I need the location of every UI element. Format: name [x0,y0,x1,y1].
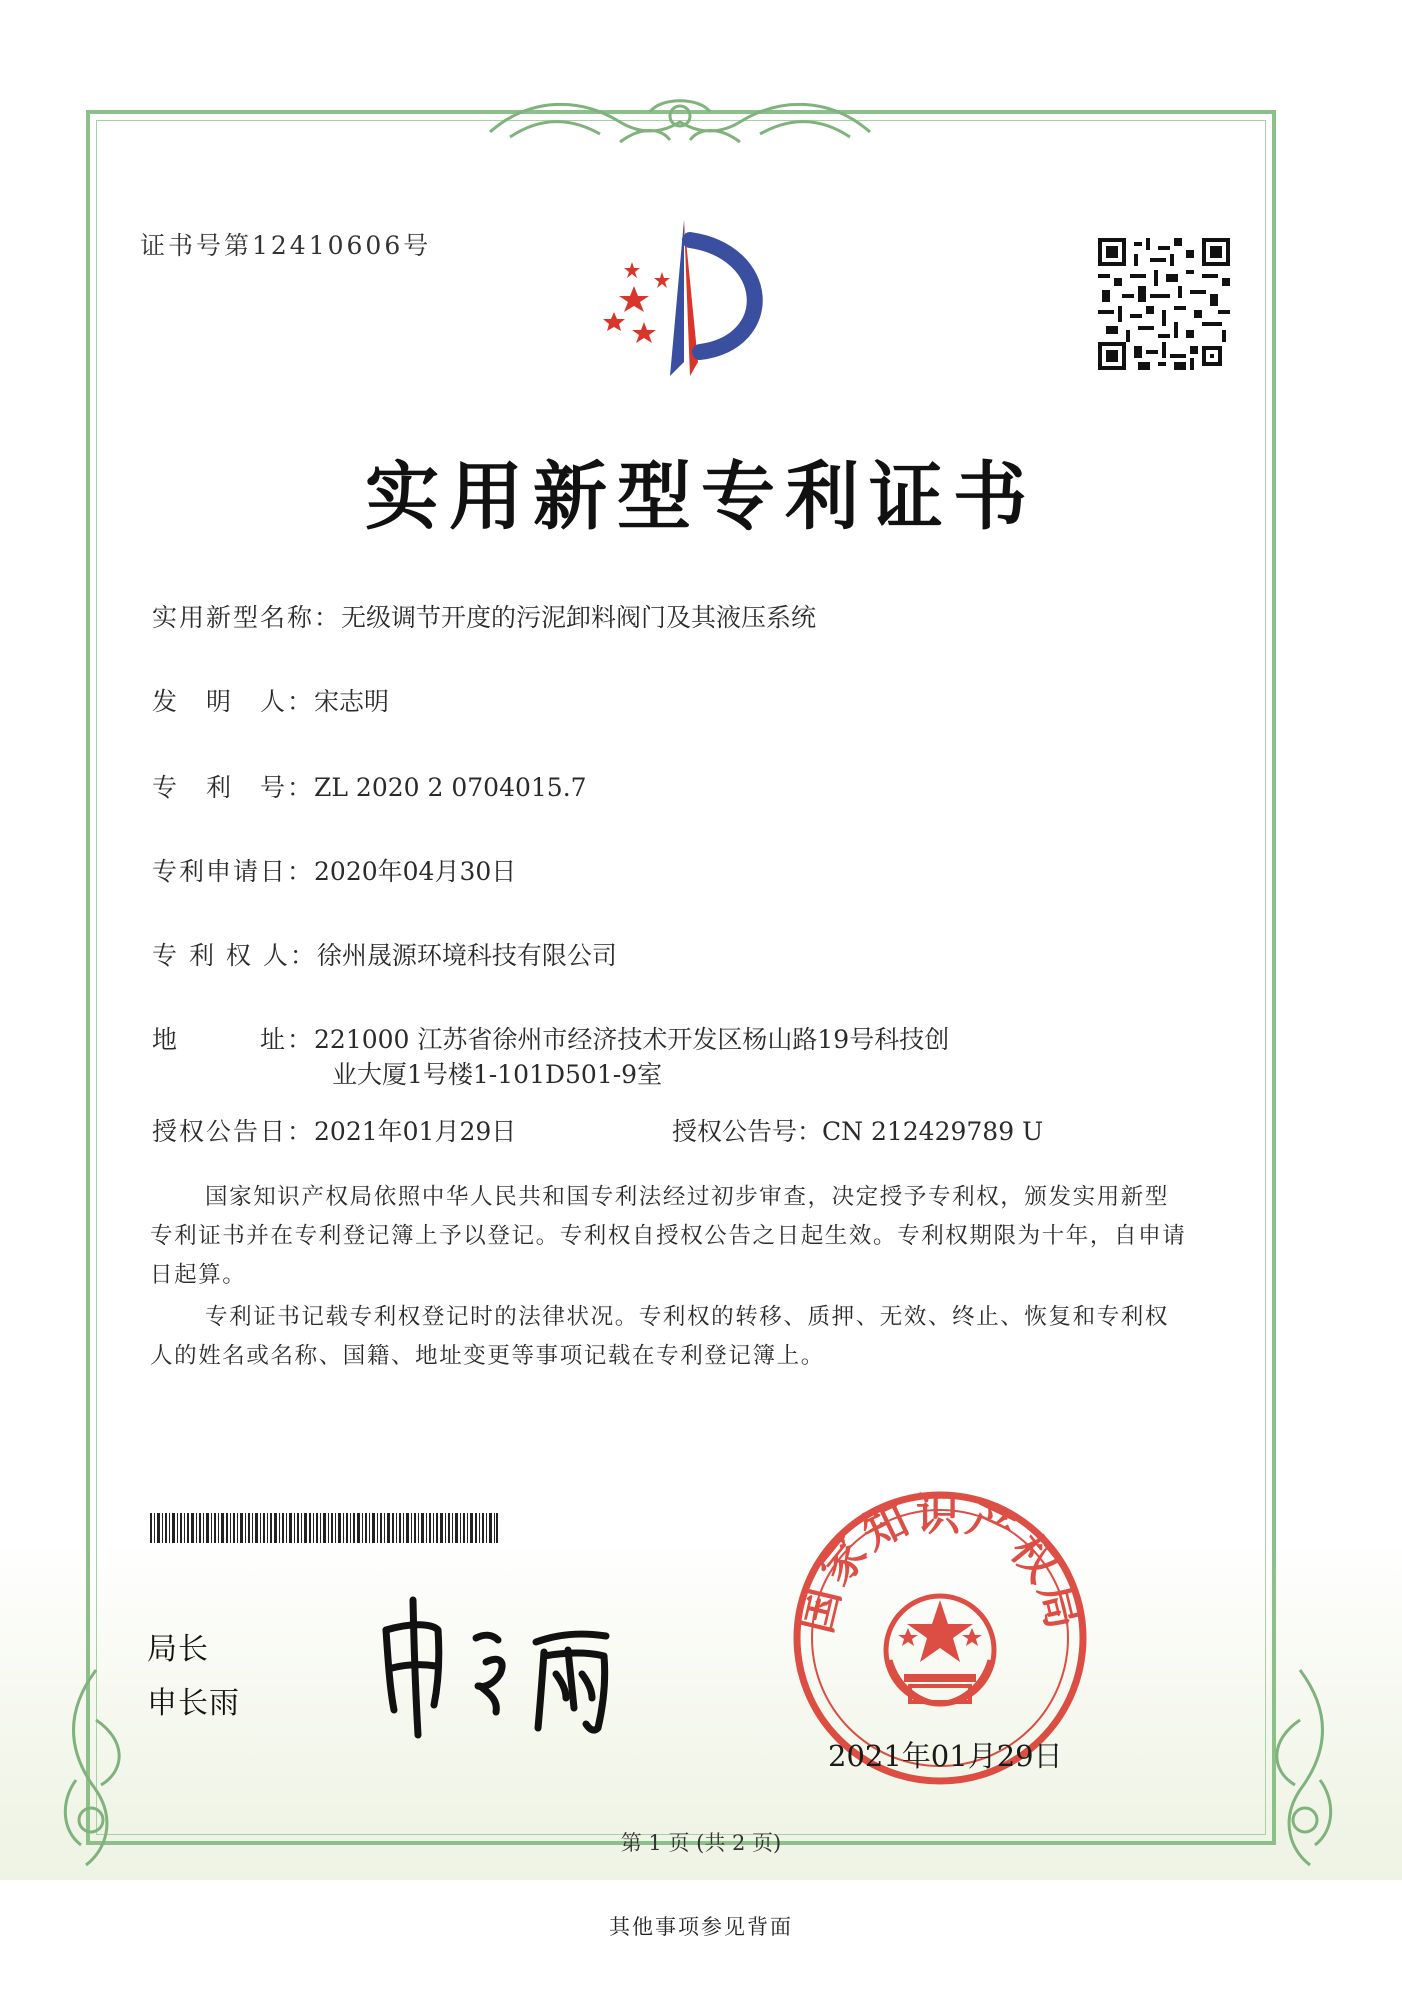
field-label: 授权公告号： [672,1117,823,1146]
field-value: CN 212429789 U [822,1117,1044,1146]
signature-icon [368,1590,668,1740]
emblem-icon [572,212,792,382]
field-value: 宋志明 [314,687,390,716]
field-address-line2: 业大厦1号楼1-101D501-9室 [332,1060,663,1089]
signatory-title: 局长 [147,1632,209,1667]
back-side-note: 其他事项参见背面 [609,1915,793,1939]
field-patentee [152,936,617,972]
seal-text: 国家知识产权局 [790,1489,1090,1638]
field-label: 专 利 权 人： [152,941,317,970]
field-patent-number [152,768,587,804]
field-filing-date [152,852,516,888]
certificate-number: 证书号第12410606号 [140,231,432,260]
field-inventor [152,682,389,718]
field-label: 专利申请日： [152,857,315,886]
field-value: ZL 2020 2 0704015.7 [314,773,587,802]
signatory-name: 申长雨 [147,1686,240,1721]
barcode-icon [150,1513,498,1543]
field-label: 授权公告日： [152,1117,315,1146]
field-address [152,1020,949,1056]
field-label: 实用新型名称： [152,603,342,632]
field-value: 无级调节开度的污泥卸料阀门及其液压系统 [341,603,817,632]
field-label: 专 利 号： [152,773,315,802]
seal-date: 2021年01月29日 [828,1739,1063,1773]
qr-code-icon [1098,238,1230,370]
field-value: 2020年04月30日 [314,857,517,886]
field-value: 221000 江苏省徐州市经济技术开发区杨山路19号科技创 [314,1025,950,1054]
field-value: 徐州晟源环境科技有限公司 [316,941,617,970]
page-number: 第 1 页 (共 2 页) [620,1831,782,1855]
field-label: 地 址： [152,1025,315,1054]
document-title: 实用新型专利证书 [365,454,1037,540]
field-label: 发 明 人： [152,687,315,716]
field-value: 2021年01月29日 [314,1117,517,1146]
field-grant-date [152,1112,516,1148]
body-paragraph-2: 专利证书记载专利权登记时的法律状况。专利权的转移、质押、无效、终止、恢复和专利权人的姓名或名称、国籍、地址变更等事项记载在专利登记簿上。 [150,1304,1170,1369]
field-grant-publication-number [672,1112,1043,1148]
field-utility-model-name [152,598,816,634]
body-paragraph-1: 国家知识产权局依照中华人民共和国专利法经过初步审查，决定授予专利权，颁发实用新型专利证书并在专利登记簿上予以登记。专利权自授权公告之日起生效。专利权期限为十年，自申请日起算。 [150,1184,1187,1288]
